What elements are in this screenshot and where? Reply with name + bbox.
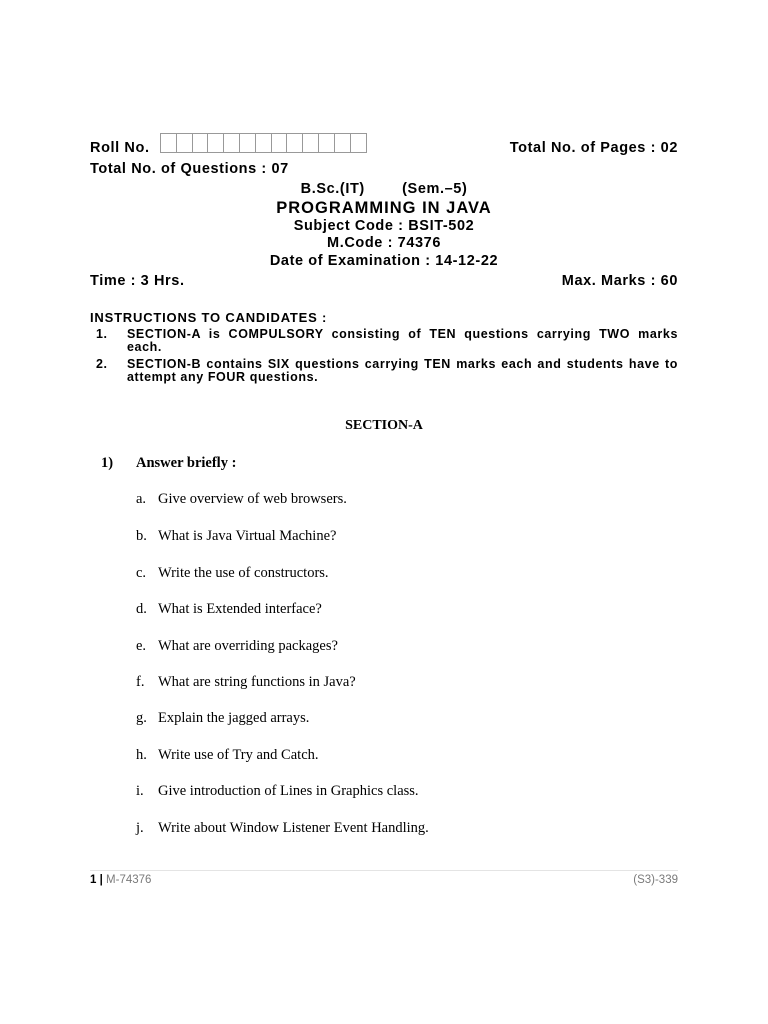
roll-box [161, 134, 177, 152]
course: B.Sc.(IT) [300, 181, 365, 197]
item-text: Write use of Try and Catch. [158, 747, 319, 763]
instruction-item [96, 328, 678, 354]
subject-code: Subject Code : BSIT-502 [293, 218, 475, 234]
footer-left [90, 874, 151, 886]
question-item-a [136, 491, 347, 508]
question-item-g [136, 710, 309, 727]
subject-title: PROGRAMMING IN JAVA [276, 199, 492, 217]
question-title: Answer briefly : [136, 455, 237, 471]
roll-number-label: Roll No. [90, 140, 150, 156]
roll-box [303, 134, 319, 152]
roll-box [335, 134, 351, 152]
question-item-e [136, 638, 338, 655]
item-letter: d. [136, 601, 147, 617]
item-text: Write about Window Listener Event Handling. [158, 820, 429, 836]
roll-box [177, 134, 193, 152]
question-item-i [136, 783, 419, 800]
item-letter: h. [136, 747, 147, 763]
section-title: SECTION-A [345, 418, 423, 433]
footer-code: M-74376 [106, 874, 152, 886]
roll-box [224, 134, 240, 152]
course-line [0, 181, 768, 197]
footer-separator: | [99, 874, 103, 886]
roll-box [256, 134, 272, 152]
roll-box [319, 134, 335, 152]
question-item-f [136, 674, 356, 691]
question-item-d [136, 601, 322, 618]
item-text: Explain the jagged arrays. [158, 710, 310, 726]
exam-date: Date of Examination : 14-12-22 [269, 253, 499, 269]
item-text: Give introduction of Lines in Graphics class. [158, 783, 419, 799]
total-pages: Total No. of Pages : 02 [509, 140, 678, 156]
total-questions: Total No. of Questions : 07 [90, 161, 289, 177]
semester: (Sem.–5) [402, 181, 468, 197]
time-allowed: Time : 3 Hrs. [90, 273, 185, 289]
question-item-b [136, 528, 336, 545]
instruction-item [96, 358, 678, 384]
question-item-c [136, 565, 329, 582]
max-marks: Max. Marks : 60 [561, 273, 678, 289]
roll-box [351, 134, 367, 152]
instruction-text: SECTION-B contains SIX questions carrying TEN marks each and students have to attempt any FOUR questions. [127, 357, 678, 384]
item-text: What is Java Virtual Machine? [158, 528, 337, 544]
roll-box [193, 134, 209, 152]
instructions-title: INSTRUCTIONS TO CANDIDATES : [90, 310, 328, 325]
item-letter: e. [136, 638, 147, 654]
question-item-j [136, 820, 429, 837]
question-number: 1) [101, 455, 114, 471]
instruction-text: SECTION-A is COMPULSORY consisting of TEN questions carrying TWO marks each. [127, 327, 678, 354]
item-text: What is Extended interface? [158, 601, 322, 617]
item-letter: g. [136, 710, 147, 726]
item-text: What are string functions in Java? [158, 674, 356, 690]
item-letter: i. [136, 783, 144, 799]
m-code: M.Code : 74376 [327, 235, 441, 251]
instruction-number: 1. [96, 327, 108, 341]
roll-number-boxes [160, 133, 367, 153]
item-letter: j. [136, 820, 144, 836]
page-number: 1 [90, 874, 97, 886]
roll-box [208, 134, 224, 152]
roll-box [240, 134, 256, 152]
footer-right: (S3)-339 [633, 874, 678, 886]
roll-box [287, 134, 303, 152]
item-letter: a. [136, 491, 147, 507]
item-letter: c. [136, 565, 147, 581]
roll-box [272, 134, 288, 152]
instruction-number: 2. [96, 357, 108, 371]
footer-divider [90, 870, 678, 871]
question-item-h [136, 747, 319, 764]
item-text: What are overriding packages? [158, 638, 338, 654]
item-letter: b. [136, 528, 147, 544]
item-text: Write the use of constructors. [158, 565, 329, 581]
item-text: Give overview of web browsers. [158, 491, 347, 507]
item-letter: f. [136, 674, 145, 690]
